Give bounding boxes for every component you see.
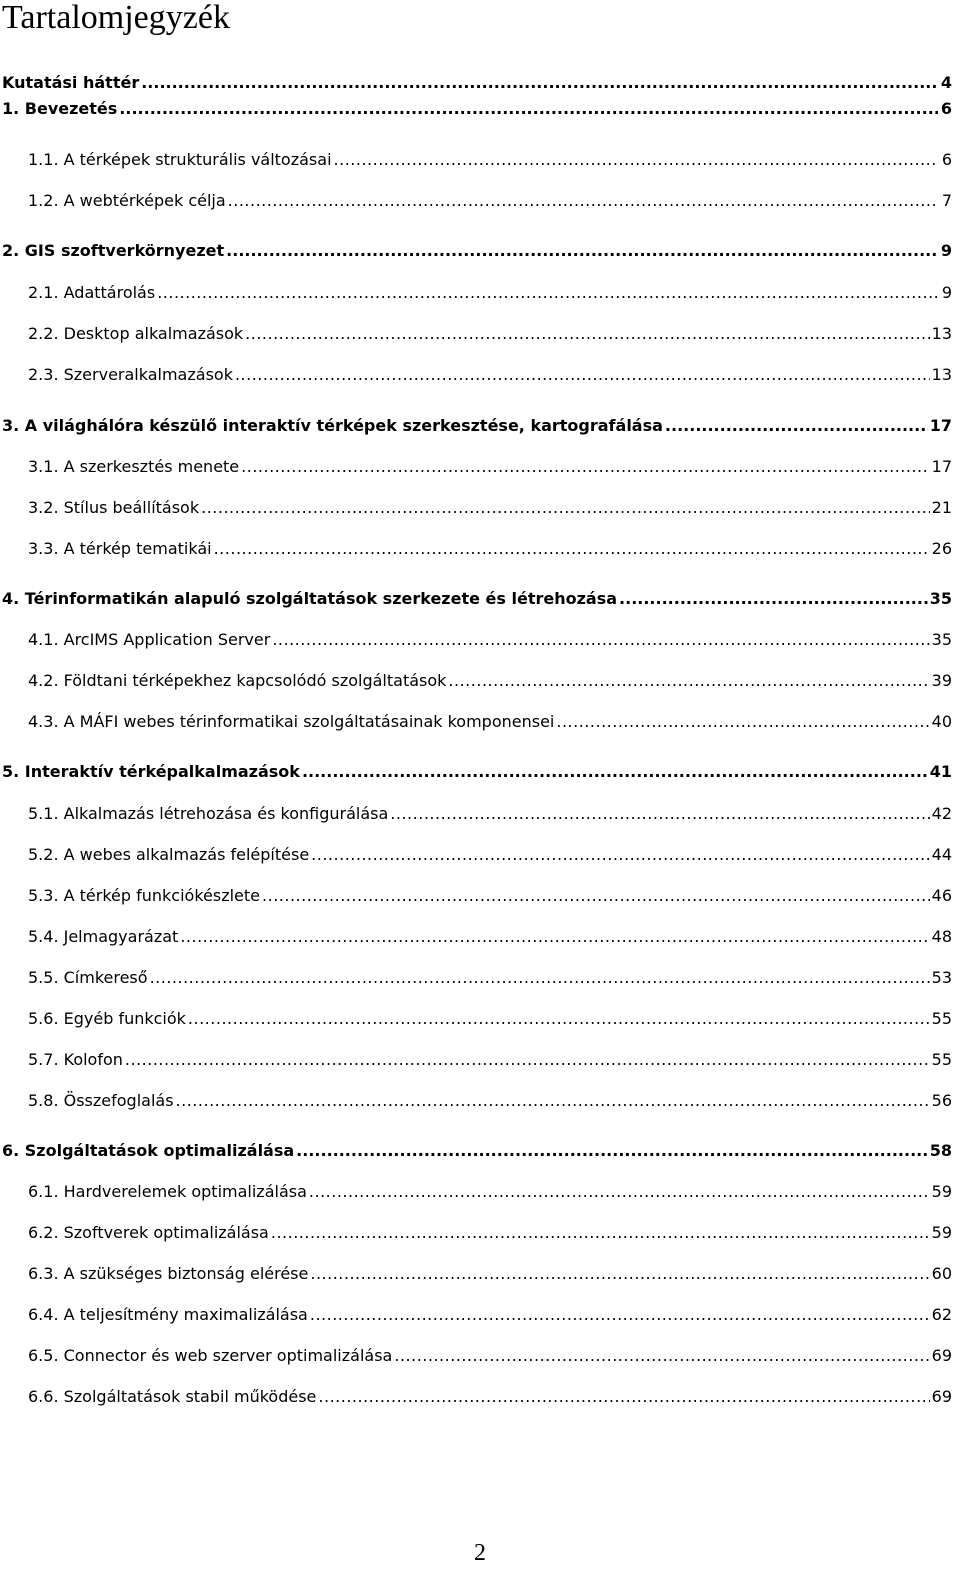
toc-entry[interactable] [28,967,952,989]
dot-leader [180,926,929,948]
toc-entry[interactable] [28,1304,952,1326]
toc-entry-page-number: 40 [931,712,952,731]
toc-entry[interactable] [28,629,952,651]
dot-leader [390,803,929,825]
toc-entry-title: 2.3. Szerveralkalmazások [28,365,233,384]
toc-entry-page-number: 17 [929,416,952,435]
dot-leader [272,629,929,651]
toc-entry-page-number: 42 [931,804,952,823]
toc-entry-title: 3.2. Stílus beállítások [28,498,200,517]
toc-entry-title: 4.2. Földtani térképekhez kapcsolódó szolgáltatások [28,671,447,690]
dot-leader [302,761,928,783]
toc-entry-page-number: 4 [940,73,952,92]
toc-entry[interactable] [28,282,952,304]
toc-entry-title: 4.1. ArcIMS Application Server [28,630,271,649]
toc-entry[interactable] [28,1345,952,1367]
dot-leader [245,323,929,345]
toc-entry-title: 2. GIS szoftverkörnyezet [2,241,225,260]
toc-entry[interactable] [28,1049,952,1071]
toc-entry[interactable] [28,1263,952,1285]
dot-leader [241,456,929,478]
toc-entry-page-number: 35 [929,589,952,608]
toc-entry-page-number: 39 [931,671,952,690]
toc-entry-page-number: 59 [931,1182,952,1201]
toc-entry-title: 4.3. A MÁFI webes térinformatikai szolgáltatásainak komponensei [28,712,555,731]
dot-leader [556,711,929,733]
dot-leader [394,1345,929,1367]
dot-leader [334,149,938,171]
toc-entry-title: 5.3. A térkép funkciókészlete [28,886,261,905]
dot-leader [309,1181,930,1203]
toc-entry-page-number: 35 [931,630,952,649]
dot-leader [262,885,930,907]
toc-entry-title: 1.2. A webtérképek célja [28,191,226,210]
toc-entry-title: 6. Szolgáltatások optimalizálása [2,1141,295,1160]
toc-entry-title: 1.1. A térképek strukturális változásai [28,150,332,169]
toc-entry-page-number: 44 [931,845,952,864]
dot-leader [201,497,930,519]
toc-entry-title: 5.7. Kolofon [28,1050,123,1069]
toc-entry-page-number: 59 [931,1223,952,1242]
toc-entry[interactable] [28,538,952,560]
toc-entry-title: 5.6. Egyéb funkciók [28,1009,186,1028]
toc-entry[interactable] [28,456,952,478]
toc-entry-title: 6.3. A szükséges biztonság elérése [28,1264,309,1283]
toc-entry-title: 5. Interaktív térképalkalmazások [2,762,300,781]
dot-leader [214,538,930,560]
toc-entry-page-number: 9 [941,283,952,302]
dot-leader [125,1049,930,1071]
toc-entry[interactable] [28,190,952,212]
dot-leader [226,240,938,262]
toc-entry-page-number: 46 [931,886,952,905]
dot-leader [665,415,928,437]
dot-leader [235,364,930,386]
toc-entry-title: 6.5. Connector és web szerver optimalizálása [28,1346,393,1365]
toc-entry-page-number: 17 [931,457,952,476]
toc-entry-title: 2.1. Adattárolás [28,283,156,302]
toc-entry[interactable] [28,1181,952,1203]
toc-entry[interactable] [2,588,952,610]
toc-entry[interactable] [2,72,952,94]
toc-entry-page-number: 9 [940,241,952,260]
toc-entry-title: 5.1. Alkalmazás létrehozása és konfigurálása [28,804,389,823]
toc-entry-title: 5.5. Címkereső [28,968,148,987]
toc-entry-title: 4. Térinformatikán alapuló szolgáltatások szerkezete és létrehozása [2,589,618,608]
dot-leader [318,1386,929,1408]
toc-entry-title: 6.1. Hardverelemek optimalizálása [28,1182,307,1201]
dot-leader [188,1008,930,1030]
toc-entry[interactable] [28,497,952,519]
dot-leader [150,967,930,989]
page-number: 2 [474,1540,486,1566]
toc-entry[interactable] [28,844,952,866]
toc-entry-title: 6.4. A teljesítmény maximalizálása [28,1305,308,1324]
toc-entry-page-number: 13 [931,365,952,384]
dot-leader [311,844,929,866]
toc-entry[interactable] [28,323,952,345]
toc-entry-page-number: 6 [941,150,952,169]
toc-entry-title: 6.2. Szoftverek optimalizálása [28,1223,269,1242]
toc-entry-page-number: 26 [931,539,952,558]
dot-leader [310,1304,930,1326]
toc-entry-title: 5.2. A webes alkalmazás felépítése [28,845,310,864]
toc-entry[interactable] [2,1140,952,1162]
toc-entry[interactable] [2,761,952,783]
toc-entry[interactable] [28,1008,952,1030]
dot-leader [141,72,938,94]
toc-entry[interactable] [2,240,952,262]
toc-entry-title: Kutatási háttér [2,73,140,92]
toc-entry[interactable] [28,364,952,386]
toc-entry-page-number: 60 [931,1264,952,1283]
dot-leader [619,588,928,610]
toc-entry-title: 3.1. A szerkesztés menete [28,457,240,476]
toc-entry-page-number: 53 [931,968,952,987]
toc-entry-title: 3. A világhálóra készülő interaktív térképek szerkesztése, kartografálása [2,416,663,435]
dot-leader [157,282,938,304]
toc-entry-title: 1. Bevezetés [2,99,118,118]
toc-entry[interactable] [2,98,952,120]
toc-entry-page-number: 13 [931,324,952,343]
dot-leader [119,98,938,120]
dot-leader [271,1222,930,1244]
toc-entry[interactable] [28,670,952,692]
page-title: Tartalomjegyzék [2,0,230,36]
toc-entry-title: 5.8. Összefoglalás [28,1091,174,1110]
dot-leader [228,190,938,212]
toc-entry-page-number: 58 [929,1141,952,1160]
dot-leader [296,1140,928,1162]
toc-entry[interactable] [28,885,952,907]
toc-entry-title: 6.6. Szolgáltatások stabil működése [28,1387,317,1406]
toc-entry-page-number: 55 [931,1050,952,1069]
toc-entry-title: 5.4. Jelmagyarázat [28,927,179,946]
toc-entry-page-number: 62 [931,1305,952,1324]
toc-entry-page-number: 55 [931,1009,952,1028]
dot-leader [310,1263,929,1285]
dot-leader [176,1090,930,1112]
toc-entry-page-number: 7 [941,191,952,210]
toc-entry[interactable] [28,1386,952,1408]
dot-leader [448,670,929,692]
toc-entry-page-number: 21 [931,498,952,517]
toc-entry-page-number: 56 [931,1091,952,1110]
toc-entry[interactable] [28,1090,952,1112]
toc-entry-title: 2.2. Desktop alkalmazások [28,324,244,343]
toc-entry[interactable] [2,415,952,437]
toc-entry-page-number: 69 [931,1346,952,1365]
toc-entry-title: 3.3. A térkép tematikái [28,539,212,558]
toc-entry-page-number: 41 [929,762,952,781]
toc-entry-page-number: 48 [931,927,952,946]
toc-entry[interactable] [28,803,952,825]
toc-entry-page-number: 6 [940,99,952,118]
toc-entry[interactable] [28,1222,952,1244]
toc-entry[interactable] [28,711,952,733]
toc-entry[interactable] [28,926,952,948]
toc-entry[interactable] [28,149,952,171]
toc-entry-page-number: 69 [931,1387,952,1406]
